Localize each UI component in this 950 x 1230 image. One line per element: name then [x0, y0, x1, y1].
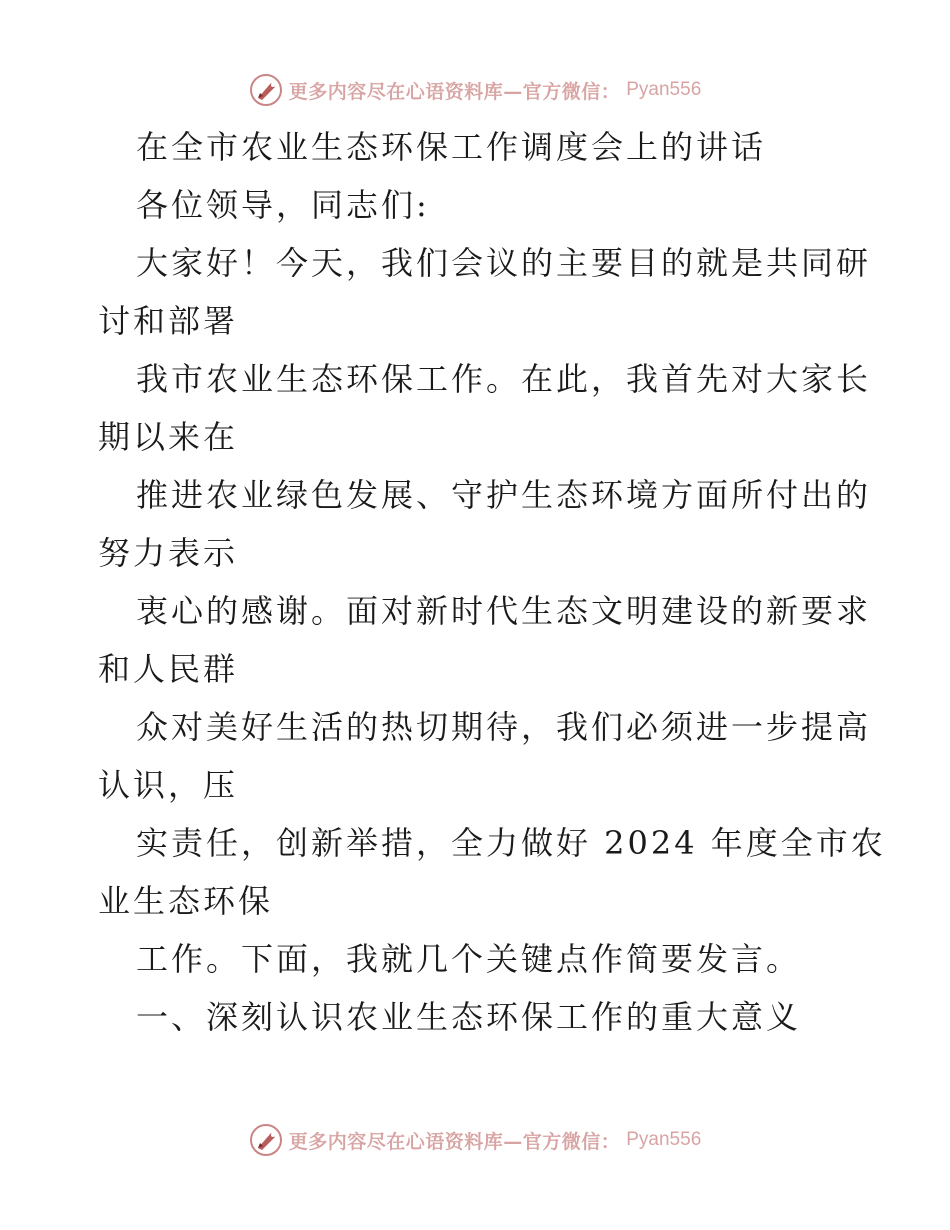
paragraph-line: 认识，压: [98, 766, 239, 804]
watermark-id: Pyan556: [626, 79, 702, 100]
paragraph-line: 和人民群: [98, 650, 239, 688]
paragraph-line: 在全市农业生态环保工作调度会上的讲话: [136, 128, 767, 166]
paragraph-line: 一、深刻认识农业生态环保工作的重大意义: [136, 998, 802, 1036]
pen-nib-logo-icon: [249, 73, 283, 107]
watermark-text: 更多内容尽在心语资料库—官方微信：: [288, 1130, 621, 1153]
paragraph-line: 期以来在: [98, 418, 239, 456]
watermark-header: [0, 70, 950, 110]
paragraph-line: 大家好！今天，我们会议的主要目的就是共同研: [136, 244, 872, 282]
paragraph-line: 众对美好生活的热切期待，我们必须进一步提高: [136, 708, 872, 746]
watermark-footer: [0, 1120, 950, 1160]
pen-nib-logo-icon: [249, 1123, 283, 1157]
paragraph-line: 各位领导，同志们:: [136, 186, 430, 224]
paragraph-line: 讨和部署: [98, 302, 239, 340]
paragraph-line: 推进农业绿色发展、守护生态环境方面所付出的: [136, 476, 872, 514]
watermark-id: Pyan556: [626, 1129, 702, 1150]
watermark-text: 更多内容尽在心语资料库—官方微信：: [288, 80, 621, 103]
paragraph-line: 衷心的感谢。面对新时代生态文明建设的新要求: [136, 592, 872, 630]
paragraph-line: 我市农业生态环保工作。在此，我首先对大家长: [136, 360, 872, 398]
document-body: [98, 118, 886, 1046]
paragraph-line: 实责任，创新举措，全力做好 2024 年度全市农: [136, 824, 886, 862]
paragraph-line: 工作。下面，我就几个关键点作简要发言。: [136, 940, 802, 978]
paragraph-line: 努力表示: [98, 534, 239, 572]
paragraph-line: 业生态环保: [98, 882, 274, 920]
